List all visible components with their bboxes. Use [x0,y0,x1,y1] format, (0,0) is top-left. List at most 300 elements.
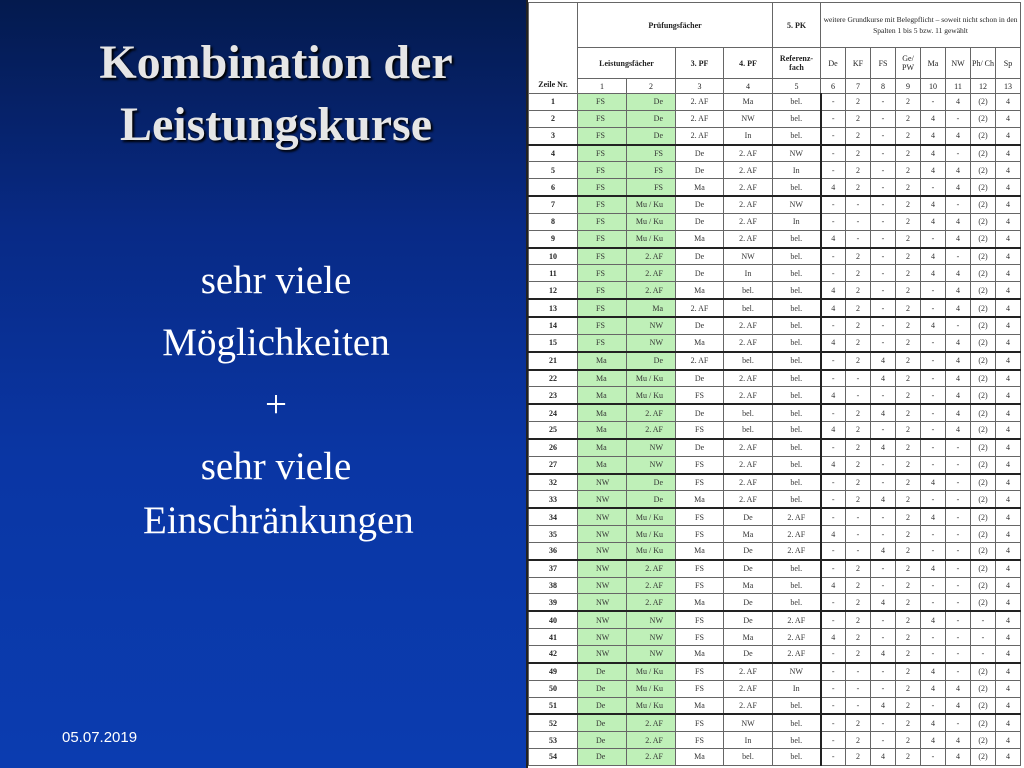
cell-pf4: bel. [724,282,773,299]
cell-de: 4 [821,577,846,594]
cell-ma: 4 [921,663,946,680]
cell-sp: 4 [996,370,1021,387]
cell-pf4: 2. AF [724,179,773,196]
cell-ge-pw: 2 [896,299,921,317]
cell-zeile-nr: 7 [529,196,578,213]
cell-sp: 4 [996,508,1021,525]
cell-sp: 4 [996,629,1021,646]
column-number: 11 [946,79,971,94]
cell-lk1: Ma [578,422,627,439]
cell-zeile-nr: 34 [529,508,578,525]
cell-kf: 2 [846,611,871,628]
cell-zeile-nr: 36 [529,542,578,559]
cell-nw: 4 [946,94,971,111]
table-row [529,577,1021,594]
cell-de: - [821,680,846,697]
table-row [529,474,1021,491]
cell-de: - [821,714,846,731]
cell-pk5: bel. [773,282,821,299]
cell-lk2: 2. AF [627,248,676,265]
cell-zeile-nr: 8 [529,213,578,230]
cell-de: - [821,248,846,265]
cell-pf3: FS [676,611,724,628]
cell-lk2: Mu / Ku [627,196,676,213]
cell-lk1: Ma [578,439,627,456]
cell-de: - [821,439,846,456]
cell-kf: 2 [846,145,871,162]
cell-de: 4 [821,299,846,317]
cell-ma: - [921,352,946,370]
cell-ph-ch: (2) [971,749,996,766]
cell-ma: - [921,542,946,559]
cell-ph-ch: (2) [971,439,996,456]
cell-nw: 4 [946,230,971,247]
cell-de: - [821,145,846,162]
cell-ma: - [921,439,946,456]
cell-pf3: 2. AF [676,299,724,317]
cell-lk2: Mu / Ku [627,526,676,543]
cell-ma: 4 [921,127,946,144]
cell-kf: 2 [846,732,871,749]
cell-pk5: bel. [773,749,821,766]
cell-pf4: 2. AF [724,230,773,247]
cell-lk2: Mu / Ku [627,697,676,714]
cell-pf4: Ma [724,577,773,594]
cell-pk5: In [773,162,821,179]
cell-ph-ch: - [971,646,996,663]
table-row [529,680,1021,697]
cell-ph-ch: (2) [971,213,996,230]
cell-kf: - [846,508,871,525]
cell-kf: 2 [846,422,871,439]
cell-lk2: Mu / Ku [627,230,676,247]
cell-nw: - [946,196,971,213]
cell-sp: 4 [996,127,1021,144]
cell-ph-ch: (2) [971,404,996,421]
cell-pf4: bel. [724,299,773,317]
cell-nw: 4 [946,162,971,179]
body-line: + [265,383,287,426]
cell-pf3: De [676,404,724,421]
cell-sp: 4 [996,611,1021,628]
cell-de: - [821,127,846,144]
cell-zeile-nr: 14 [529,317,578,334]
cell-ge-pw: 2 [896,526,921,543]
cell-kf: 2 [846,352,871,370]
cell-pk5: NW [773,145,821,162]
cell-lk2: Mu / Ku [627,663,676,680]
cell-pf3: De [676,248,724,265]
cell-sp: 4 [996,526,1021,543]
cell-pf4: Ma [724,629,773,646]
cell-fs: 4 [871,542,896,559]
cell-ph-ch: (2) [971,594,996,611]
cell-kf: 2 [846,282,871,299]
cell-sp: 4 [996,732,1021,749]
cell-lk2: De [627,127,676,144]
cell-de: - [821,110,846,127]
cell-de: - [821,611,846,628]
cell-fs: - [871,526,896,543]
cell-ma: - [921,697,946,714]
cell-pf3: Ma [676,491,724,508]
cell-sp: 4 [996,352,1021,370]
cell-pf4: NW [724,714,773,731]
cell-pf4: 2. AF [724,439,773,456]
cell-lk1: De [578,714,627,731]
cell-ma: 4 [921,508,946,525]
cell-zeile-nr: 53 [529,732,578,749]
course-combination-table [528,2,1021,766]
cell-nw: 4 [946,282,971,299]
cell-lk1: FS [578,145,627,162]
cell-ma: - [921,646,946,663]
cell-ge-pw: 2 [896,162,921,179]
table-row [529,213,1021,230]
table-row [529,422,1021,439]
header-subject: NW [946,48,971,79]
column-number: 1 [578,79,627,94]
cell-pk5: bel. [773,248,821,265]
cell-lk2: Mu / Ku [627,370,676,387]
cell-lk1: De [578,663,627,680]
cell-ph-ch: (2) [971,714,996,731]
cell-zeile-nr: 2 [529,110,578,127]
cell-kf: 2 [846,629,871,646]
cell-pf3: De [676,265,724,282]
cell-lk1: NW [578,577,627,594]
cell-kf: 2 [846,646,871,663]
table-row [529,127,1021,144]
cell-fs: - [871,663,896,680]
cell-lk2: FS [627,179,676,196]
cell-ph-ch: (2) [971,697,996,714]
cell-ge-pw: 2 [896,491,921,508]
cell-zeile-nr: 9 [529,230,578,247]
header-weitere-grundkurse: weitere Grundkurse mit Belegpflicht – soweit nicht schon in den Spalten 1 bis 5 bzw. 11 gewählt [821,3,1021,48]
cell-de: 4 [821,387,846,404]
cell-sp: 4 [996,299,1021,317]
cell-kf: 2 [846,110,871,127]
cell-lk1: FS [578,282,627,299]
cell-pf4: 2. AF [724,474,773,491]
column-number: 13 [996,79,1021,94]
body-line: sehr viele [200,259,352,302]
table-row [529,230,1021,247]
table-row [529,248,1021,265]
table-row [529,196,1021,213]
cell-fs: - [871,127,896,144]
cell-sp: 4 [996,282,1021,299]
cell-zeile-nr: 5 [529,162,578,179]
cell-sp: 4 [996,213,1021,230]
cell-pf3: FS [676,422,724,439]
cell-fs: 4 [871,594,896,611]
cell-pk5: NW [773,196,821,213]
cell-pk5: bel. [773,94,821,111]
cell-fs: - [871,732,896,749]
cell-ma: 4 [921,714,946,731]
cell-zeile-nr: 10 [529,248,578,265]
cell-pf4: 2. AF [724,387,773,404]
cell-lk2: NW [627,646,676,663]
cell-pf4: NW [724,110,773,127]
cell-sp: 4 [996,179,1021,196]
cell-pk5: bel. [773,352,821,370]
cell-zeile-nr: 50 [529,680,578,697]
cell-de: - [821,508,846,525]
cell-nw: 4 [946,697,971,714]
cell-fs: 4 [871,439,896,456]
cell-pf4: 2. AF [724,370,773,387]
cell-pf4: 2. AF [724,491,773,508]
cell-lk1: NW [578,611,627,628]
cell-ph-ch: (2) [971,162,996,179]
cell-de: 4 [821,282,846,299]
cell-de: - [821,317,846,334]
header-3pf: 3. PF [676,48,724,79]
cell-pf3: 2. AF [676,127,724,144]
cell-pk5: bel. [773,439,821,456]
cell-ph-ch: (2) [971,422,996,439]
cell-sp: 4 [996,162,1021,179]
cell-lk2: De [627,110,676,127]
cell-lk2: NW [627,629,676,646]
cell-kf: 2 [846,491,871,508]
cell-ph-ch: (2) [971,491,996,508]
cell-pk5: bel. [773,317,821,334]
cell-lk2: NW [627,611,676,628]
cell-ph-ch: (2) [971,526,996,543]
cell-ge-pw: 2 [896,732,921,749]
cell-pf3: Ma [676,749,724,766]
cell-nw: - [946,646,971,663]
cell-lk2: 2. AF [627,422,676,439]
cell-ph-ch: (2) [971,230,996,247]
cell-lk1: FS [578,127,627,144]
cell-pk5: bel. [773,560,821,577]
cell-pf4: De [724,611,773,628]
cell-de: - [821,749,846,766]
cell-ph-ch: (2) [971,352,996,370]
column-number: 6 [821,79,846,94]
cell-ge-pw: 2 [896,629,921,646]
cell-lk1: FS [578,299,627,317]
cell-pf3: 2. AF [676,94,724,111]
cell-pk5: bel. [773,732,821,749]
cell-pf4: 2. AF [724,680,773,697]
cell-zeile-nr: 22 [529,370,578,387]
cell-ph-ch: (2) [971,370,996,387]
cell-ge-pw: 2 [896,714,921,731]
column-number: 5 [773,79,821,94]
cell-fs: - [871,508,896,525]
header-pruefungsfaecher: Prüfungsfächer [578,3,773,48]
table-row [529,439,1021,456]
cell-fs: - [871,230,896,247]
cell-fs: 4 [871,491,896,508]
cell-lk1: NW [578,474,627,491]
cell-sp: 4 [996,456,1021,473]
header-zeile: Zeile Nr. [529,3,578,94]
cell-lk2: NW [627,439,676,456]
cell-lk1: FS [578,317,627,334]
cell-fs: 4 [871,352,896,370]
cell-pk5: In [773,213,821,230]
cell-nw: 4 [946,213,971,230]
cell-pf3: FS [676,526,724,543]
cell-sp: 4 [996,491,1021,508]
cell-kf: 2 [846,127,871,144]
cell-pk5: bel. [773,456,821,473]
cell-lk1: De [578,732,627,749]
cell-zeile-nr: 37 [529,560,578,577]
cell-pf3: FS [676,508,724,525]
cell-nw: 4 [946,265,971,282]
cell-lk2: De [627,491,676,508]
cell-pf3: FS [676,714,724,731]
cell-fs: - [871,334,896,351]
cell-lk2: NW [627,317,676,334]
cell-pf3: Ma [676,230,724,247]
cell-lk2: 2. AF [627,265,676,282]
cell-lk2: 2. AF [627,749,676,766]
cell-pk5: 2. AF [773,526,821,543]
cell-kf: - [846,387,871,404]
cell-ph-ch: (2) [971,732,996,749]
cell-pk5: bel. [773,697,821,714]
cell-fs: 4 [871,697,896,714]
cell-ge-pw: 2 [896,196,921,213]
cell-pk5: NW [773,663,821,680]
cell-ma: 4 [921,213,946,230]
cell-nw: - [946,508,971,525]
cell-ma: - [921,404,946,421]
cell-kf: 2 [846,94,871,111]
cell-pk5: bel. [773,474,821,491]
table-row [529,317,1021,334]
cell-zeile-nr: 41 [529,629,578,646]
cell-sp: 4 [996,230,1021,247]
cell-sp: 4 [996,560,1021,577]
cell-de: 4 [821,629,846,646]
cell-kf: 2 [846,594,871,611]
cell-lk1: De [578,749,627,766]
cell-pf4: De [724,542,773,559]
cell-pk5: 2. AF [773,611,821,628]
cell-pk5: bel. [773,110,821,127]
cell-nw: - [946,611,971,628]
table-row [529,542,1021,559]
cell-sp: 4 [996,145,1021,162]
cell-nw: 4 [946,299,971,317]
cell-pk5: bel. [773,370,821,387]
cell-lk2: Mu / Ku [627,387,676,404]
cell-pf4: In [724,265,773,282]
cell-pf4: 2. AF [724,162,773,179]
cell-ma: - [921,387,946,404]
cell-de: - [821,352,846,370]
cell-fs: - [871,162,896,179]
cell-nw: 4 [946,352,971,370]
cell-ph-ch: (2) [971,145,996,162]
cell-ge-pw: 2 [896,145,921,162]
cell-pf4: De [724,594,773,611]
cell-fs: - [871,213,896,230]
cell-nw: 4 [946,749,971,766]
cell-sp: 4 [996,265,1021,282]
cell-pf4: In [724,732,773,749]
cell-pf3: FS [676,387,724,404]
cell-nw: - [946,526,971,543]
cell-fs: - [871,265,896,282]
cell-lk1: FS [578,265,627,282]
cell-ge-pw: 2 [896,422,921,439]
cell-de: - [821,594,846,611]
cell-pf4: 2. AF [724,334,773,351]
cell-fs: - [871,714,896,731]
cell-pk5: 2. AF [773,629,821,646]
cell-fs: - [871,680,896,697]
cell-ph-ch: (2) [971,577,996,594]
cell-fs: - [871,299,896,317]
cell-sp: 4 [996,542,1021,559]
cell-pf3: De [676,370,724,387]
cell-sp: 4 [996,334,1021,351]
cell-pf3: Ma [676,594,724,611]
cell-kf: - [846,196,871,213]
cell-pf3: FS [676,663,724,680]
header-5pk: 5. PK [773,3,821,48]
cell-fs: - [871,94,896,111]
cell-lk1: De [578,680,627,697]
cell-ge-pw: 2 [896,352,921,370]
cell-kf: 2 [846,749,871,766]
cell-pf4: 2. AF [724,317,773,334]
cell-ma: 4 [921,110,946,127]
cell-kf: 2 [846,577,871,594]
cell-ge-pw: 2 [896,439,921,456]
cell-pf4: bel. [724,404,773,421]
cell-pf4: De [724,646,773,663]
cell-nw: 4 [946,680,971,697]
cell-ma: - [921,629,946,646]
cell-de: - [821,560,846,577]
cell-zeile-nr: 39 [529,594,578,611]
cell-pf4: bel. [724,422,773,439]
cell-kf: 2 [846,474,871,491]
cell-ge-pw: 2 [896,127,921,144]
cell-fs: - [871,145,896,162]
cell-zeile-nr: 26 [529,439,578,456]
cell-fs: 4 [871,749,896,766]
cell-lk2: Mu / Ku [627,680,676,697]
cell-pk5: bel. [773,299,821,317]
cell-ph-ch: (2) [971,560,996,577]
cell-kf: - [846,542,871,559]
cell-lk1: De [578,697,627,714]
cell-fs: 4 [871,404,896,421]
cell-zeile-nr: 4 [529,145,578,162]
header-subject: Ma [921,48,946,79]
cell-nw: - [946,439,971,456]
table-row [529,299,1021,317]
cell-zeile-nr: 52 [529,714,578,731]
cell-pk5: bel. [773,387,821,404]
cell-lk1: FS [578,230,627,247]
cell-kf: 2 [846,317,871,334]
cell-ge-pw: 2 [896,179,921,196]
